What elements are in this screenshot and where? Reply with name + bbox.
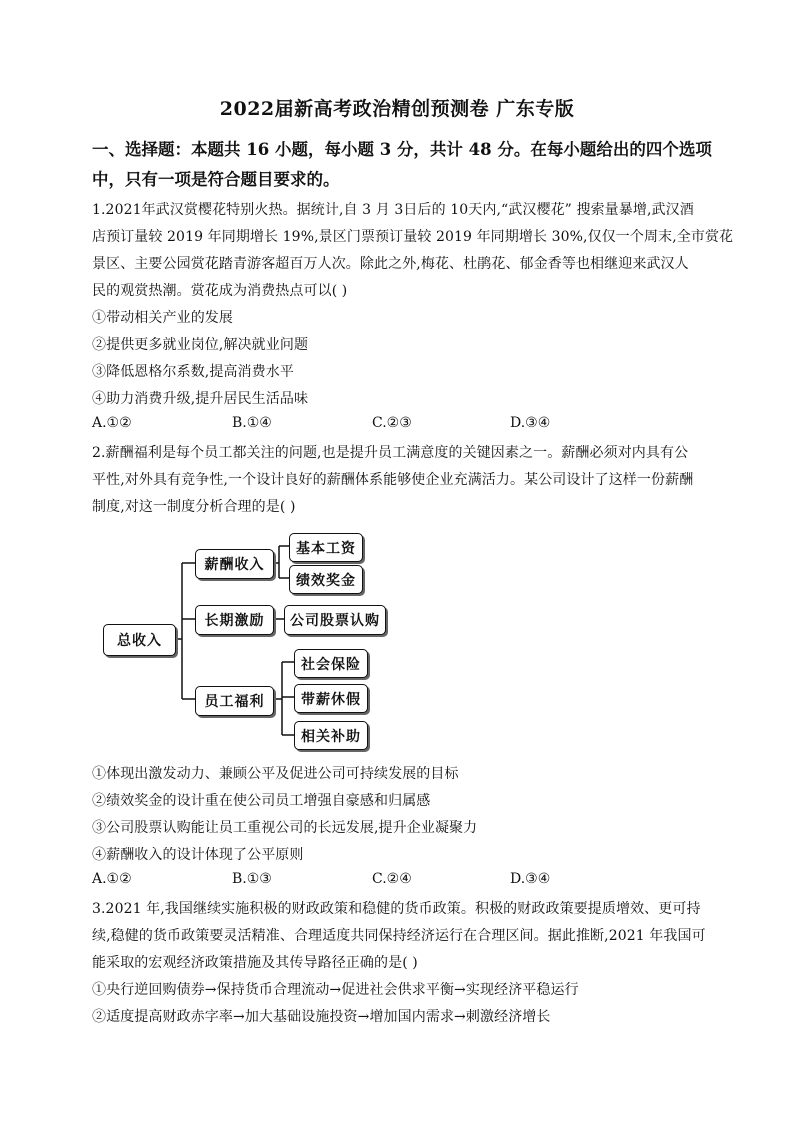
q3-statement-1: ①央行逆回购债券→保持货币合理流动→促进社会供求平衡→实现经济平稳运行 xyxy=(92,982,579,998)
q2-statement-3: ③公司股票认购能让员工重视公司的长远发展,提升企业凝聚力 xyxy=(92,820,478,836)
diagram-node-salary-income: 薪酬收入 xyxy=(195,549,274,579)
q3-stem-line-2: 续,稳健的货币政策要灵活精准、合理适度共同保持经济运行在合理区间。据此推断,2021 年我国可 xyxy=(92,928,706,944)
diagram-node-long-term-incentive: 长期激励 xyxy=(195,605,274,635)
diagram-leaf-stock-subscription: 公司股票认购 xyxy=(284,605,386,635)
section-heading-line-1: 一、选择题：本题共 16 小题，每小题 3 分，共计 48 分。在每小题给出的四个选项 xyxy=(92,140,712,159)
q2-stem-line-2: 平性,对外具有竞争性,一个设计良好的薪酬体系能够使企业充满活力。某公司设计了这样一份薪酬 xyxy=(92,472,694,488)
q1-option-b[interactable]: B.①④ xyxy=(232,415,272,431)
section-heading-line-2: 中，只有一项是符合题目要求的。 xyxy=(92,170,340,189)
q3-stem-line-1: 3.2021 年,我国继续实施积极的财政政策和稳健的货币政策。积极的财政政策要提质增效、更可持 xyxy=(92,901,701,917)
q1-statement-4: ④助力消费升级,提升居民生活品味 xyxy=(92,391,309,407)
document-title: 2022届新高考政治精创预测卷 广东专版 xyxy=(219,98,575,120)
q2-statement-4: ④薪酬收入的设计体现了公平原则 xyxy=(92,847,304,863)
q2-option-c[interactable]: C.②④ xyxy=(372,871,412,887)
diagram-leaf-paid-leave: 带薪休假 xyxy=(294,684,368,713)
diagram-leaf-related-subsidy: 相关补助 xyxy=(294,721,368,750)
diagram-node-total-income: 总收入 xyxy=(103,624,176,656)
q1-stem-line-4: 民的观赏热潮。赏花成为消费热点可以( ) xyxy=(92,283,348,299)
diagram-leaf-basic-salary: 基本工资 xyxy=(289,533,363,562)
q1-statement-3: ③降低恩格尔系数,提高消费水平 xyxy=(92,364,294,380)
q1-stem-line-3: 景区、主要公园赏花踏青游客超百万人次。除此之外,梅花、杜鹃花、郁金香等也相继迎来武汉人 xyxy=(92,256,689,272)
q2-statement-2: ②绩效奖金的设计重在使公司员工增强自豪感和归属感 xyxy=(92,793,431,809)
q1-option-c[interactable]: C.②③ xyxy=(372,415,412,431)
q3-stem-line-3: 能采取的宏观经济政策措施及其传导路径正确的是( ) xyxy=(92,955,418,971)
q2-statement-1: ①体现出激发动力、兼顾公平及促进公司可持续发展的目标 xyxy=(92,766,459,782)
q1-stem-line-2: 店预订量较 2019 年同期增长 19%,景区门票预订量较 2019 年同期增长 30%,仅仅一个周末,全市赏花 xyxy=(92,229,734,245)
q1-statement-1: ①带动相关产业的发展 xyxy=(92,310,233,326)
q2-option-a[interactable]: A.①② xyxy=(92,871,132,887)
diagram-leaf-social-insurance: 社会保险 xyxy=(294,649,368,678)
q1-statement-2: ②提供更多就业岗位,解决就业问题 xyxy=(92,337,309,353)
q1-option-a[interactable]: A.①② xyxy=(92,415,132,431)
diagram-node-employee-welfare: 员工福利 xyxy=(195,686,274,716)
diagram-leaf-performance-bonus: 绩效奖金 xyxy=(289,565,363,594)
q2-stem-line-1: 2.薪酬福利是每个员工都关注的问题,也是提升员工满意度的关键因素之一。薪酬必须对内具有公 xyxy=(92,445,689,461)
q1-option-d[interactable]: D.③④ xyxy=(510,415,551,431)
q3-statement-2: ②适度提高财政赤字率→加大基础设施投资→增加国内需求→刺激经济增长 xyxy=(92,1009,551,1025)
q2-option-b[interactable]: B.①③ xyxy=(232,871,272,887)
q1-stem-line-1: 1.2021年武汉赏樱花特别火热。据统计,自 3 月 3日后的 10天内,“武汉樱花” 搜索量暴增,武汉酒 xyxy=(92,202,694,218)
q2-option-d[interactable]: D.③④ xyxy=(510,871,551,887)
q2-stem-line-3: 制度,对这一制度分析合理的是( ) xyxy=(92,499,296,515)
